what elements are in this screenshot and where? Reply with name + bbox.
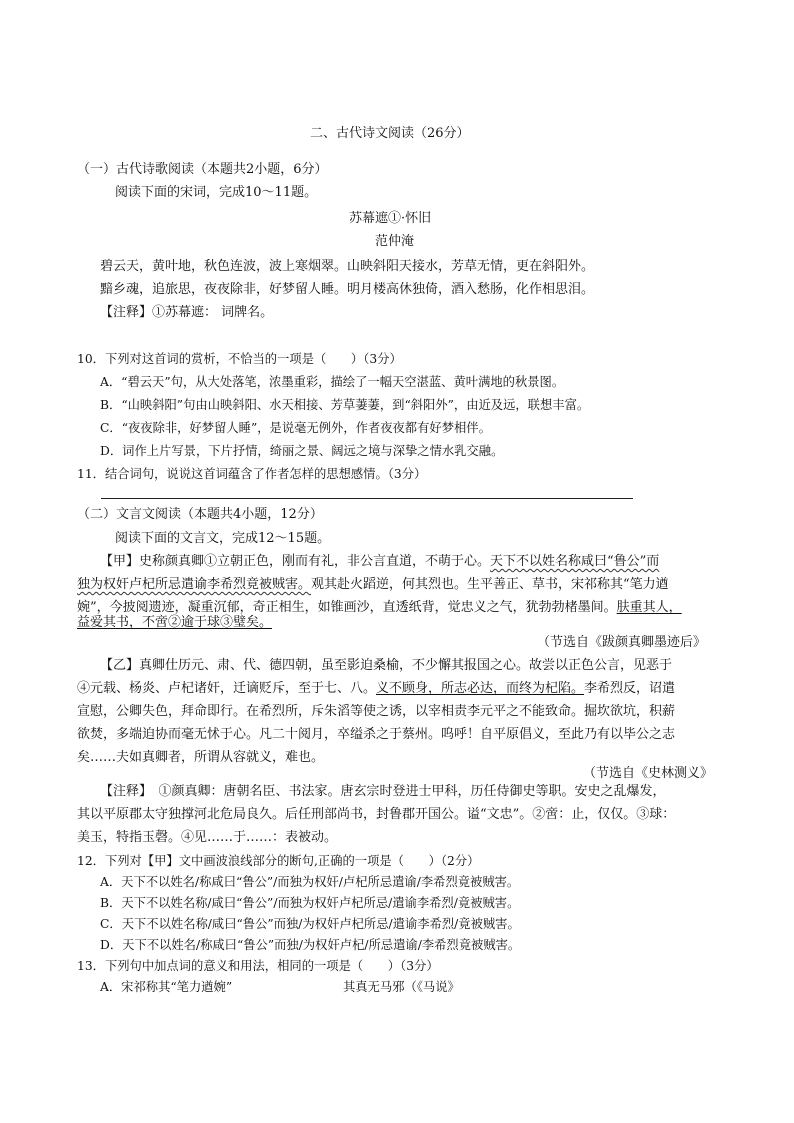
poem-note: 【注释】①苏幕遮： 词牌名。 <box>100 305 274 320</box>
passage-text: 【甲】史称颜真卿①立朝正色，刚而有礼，非公言直道，不萌于心。 <box>100 554 491 569</box>
question-10-option: C．“夜夜除非，好梦留人睡”，是说毫无例外，作者夜夜都有好梦相伴。 <box>100 421 491 435</box>
question-12-stem: 12．下列对【甲】文中画波浪线部分的断句,正确的一项是（ ）（2分） <box>77 854 480 868</box>
passage-yi-line-4: 欲焚，多端迫协而毫无怵于心。凡二十阅月，卒缢杀之于蔡州。呜呼！自平原倡义，至此乃有以毕公之志 <box>77 727 676 742</box>
annotation-line: 其以平原郡太守独撑河北危局良久。后任刑部尚书，封鲁郡开国公。谥“文忠”。②啻：止，仅仅。③球： <box>77 807 676 822</box>
poem-title: 苏幕遮①·怀旧 <box>349 211 432 226</box>
part2-heading: （二）文言文阅读（本题共4小题，12分） <box>77 507 323 522</box>
poem-author: 范仲淹 <box>375 234 415 249</box>
question-10-option: A．“碧云天”句，从大处落笔，浓墨重彩，描绘了一幅天空湛蓝、黄叶满地的秋景图。 <box>100 375 565 389</box>
passage-text: 婉”，今披阅遗迹，凝重沉郁，奇正相生，如锥画沙，直透纸背，觉忠义之气，犹勃勃楮墨间。 <box>77 600 617 615</box>
question-13-option-a-right: 其真无马邪（《马说》 <box>343 980 460 994</box>
answer-line <box>101 498 633 499</box>
passage-yi-line-5: 矣……夫如真卿者，所谓从容就义，难也。 <box>77 750 325 765</box>
passage-text: ④元载、杨炎、卢杞诸奸，迁谪贬斥，至于七、八。 <box>77 681 377 696</box>
section-title: 二、古代诗文阅读（26分） <box>310 126 470 141</box>
underlined-text: 益爱其书，不啻②逾于球③璧矣。 <box>77 615 273 630</box>
question-10-option: B．“山映斜阳”句由山映斜阳、水天相接、芳草萋萋，到“斜阳外”，由近及远，联想丰富。 <box>100 398 590 412</box>
passage-yi-line-3: 宣慰，公卿失色，拜命即行。在希烈所，斥朱滔等使之诱，以宰相责李元平之不能致命。掘坎欲坑，积薪 <box>77 704 676 719</box>
annotation-line: 美玉，特指玉磬。④见……于……：表被动。 <box>77 830 338 845</box>
passage-yi-line-2 <box>77 680 675 698</box>
passage-yi-source: （节选自《史林测义》 <box>583 766 714 781</box>
passage-yi-line-1: 【乙】真卿仕历元、肃、代、德四朝，虽至影迫桑榆，不少懈其报国之心。故尝以正色公言，见恶于 <box>100 658 673 673</box>
question-12-option: C．天下不以姓名称/咸曰“鲁公”而独/为权奸卢杞所忌/遣谕李希烈/竟被贼害。 <box>100 917 520 931</box>
passage-jia-line-2 <box>77 576 669 594</box>
question-10-stem: 10．下列对这首词的赏析，不恰当的一项是（ ）（3分） <box>77 352 402 366</box>
part2-instruction: 阅读下面的文言文，完成12～15题。 <box>115 531 331 546</box>
underlined-text: 肤重其人， <box>616 600 682 615</box>
passage-jia-line-1 <box>100 553 659 571</box>
underlined-text: 义不顾身，所志必达，而终为杞陷。 <box>376 681 585 696</box>
part1-heading: （一）古代诗歌阅读（本题共2小题，6分） <box>77 162 328 177</box>
question-12-option: B．天下不以姓名称/咸曰“鲁公”/而独为权奸卢杞所忌/遣谕李希烈/竟被贼害。 <box>100 896 520 910</box>
passage-text: 李希烈反，诏遣 <box>584 681 676 696</box>
question-13-option-a-left: A．宋祁称其“笔力遒婉” <box>100 980 233 994</box>
wavy-underlined-text: 独为权奸卢杞所忌遣谕李希烈竟被贼害。 <box>77 577 312 592</box>
question-10-option: D．词作上片写景，下片抒情，绮丽之景、阔远之境与深挚之情水乳交融。 <box>100 444 504 458</box>
poem-line: 黯乡魂，追旅思，夜夜除非，好梦留人睡。明月楼高休独倚，酒入愁肠，化作相思泪。 <box>100 282 595 297</box>
passage-jia-source: （节选自《跋颜真卿墨迹后》 <box>537 635 707 650</box>
question-11-stem: 11．结合词句，说说这首词蕴含了作者怎样的思想感情。（3分） <box>77 467 427 481</box>
passage-jia-line-4 <box>77 614 272 632</box>
passage-text: 观其赴火蹈逆，何其烈也。生平善正、草书，宋祁称其“笔力遒 <box>311 577 669 592</box>
question-12-option: D．天下不以姓名/称咸曰“鲁公”而独/为权奸卢杞/所忌遣谕/李希烈竟被贼害。 <box>100 938 521 952</box>
annotation-line: 【注释】 ①颜真卿：唐朝名臣、书法家。唐玄宗时登进士甲科，历任侍御史等职。安史之乱爆发， <box>100 784 666 799</box>
part1-instruction: 阅读下面的宋词，完成10～11题。 <box>115 185 318 200</box>
wavy-underlined-text: 天下不以姓名称咸曰“鲁公”而 <box>490 554 660 569</box>
question-12-option: A．天下不以姓名/称咸曰“鲁公”/而独为权奸/卢杞所忌遣谕/李希烈竟被贼害。 <box>100 875 520 889</box>
question-13-stem: 13．下列句中加点词的意义和用法，相同的一项是（ ）（3分） <box>77 959 439 973</box>
poem-line: 碧云天，黄叶地，秋色连波，波上寒烟翠。山映斜阳天接水，芳草无情，更在斜阳外。 <box>100 259 595 274</box>
